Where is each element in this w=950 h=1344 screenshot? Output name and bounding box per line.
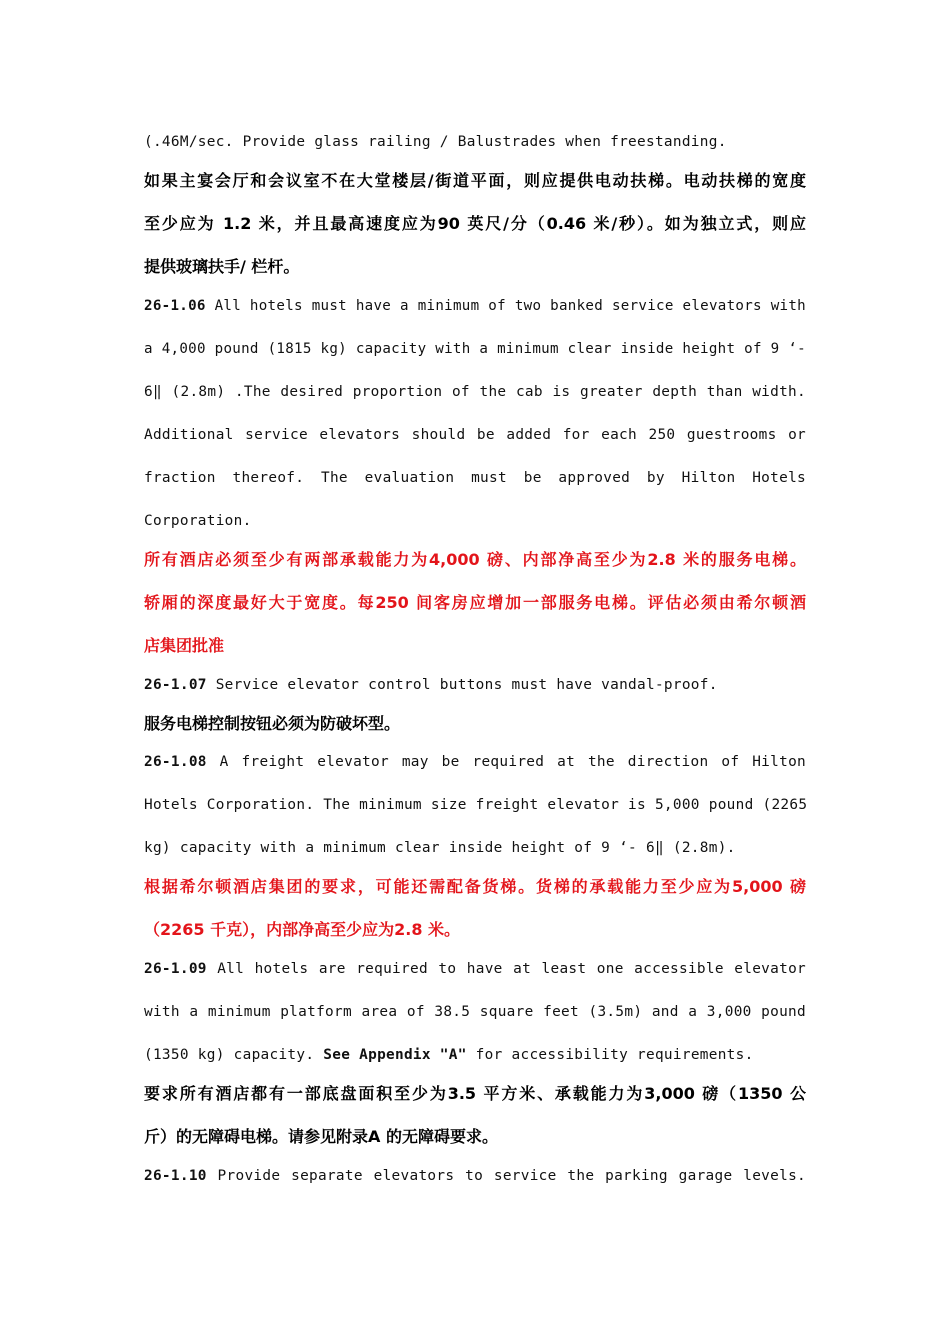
- clause-number: 26-1.06: [144, 298, 206, 314]
- paragraph-line: Corporation.: [144, 513, 252, 529]
- paragraph-line: Additional service elevators should be added for each 250 guestrooms or: [144, 427, 806, 443]
- clause-26-1-06: [144, 294, 806, 318]
- paragraph-line-zh: 至少应为 1.2 米，并且最高速度应为90 英尺/分（0.46 米/秒）。如为独立式，则应: [144, 214, 806, 233]
- clause-26-1-10: [144, 1164, 806, 1188]
- clause-number: 26-1.07: [144, 677, 207, 693]
- clause-number: 26-1.10: [144, 1168, 207, 1184]
- text-span: Provide separate elevators to service the parking garage levels.: [206, 1168, 806, 1184]
- clause-26-1-08: [144, 750, 806, 774]
- paragraph-line-zh: 要求所有酒店都有一部底盘面积至少为3.5 平方米、承载能力为3,000 磅（1350 公: [144, 1084, 806, 1103]
- paragraph-line: a 4,000 pound (1815 kg) capacity with a minimum clear inside height of 9 ‘-: [144, 341, 806, 357]
- translation-line-red: 所有酒店必须至少有两部承载能力为4,000 磅、内部净高至少为2.8 米的服务电梯。: [144, 550, 806, 569]
- translation-line-red: 店集团批准: [144, 636, 225, 655]
- clause-number: 26-1.08: [144, 754, 207, 770]
- paragraph-line: fraction thereof. The evaluation must be approved by Hilton Hotels: [144, 470, 806, 486]
- translation-line-red: （2265 千克），内部净高至少应为2.8 米。: [144, 920, 461, 939]
- paragraph-line-zh: 如果主宴会厅和会议室不在大堂楼层/街道平面，则应提供电动扶梯。电动扶梯的宽度: [144, 171, 806, 190]
- text-span: for accessibility requirements.: [466, 1047, 754, 1063]
- text-span: All hotels must have a minimum of two banked service elevators with: [205, 298, 806, 314]
- paragraph-line: [144, 130, 806, 154]
- clause-number: 26-1.09: [144, 961, 207, 977]
- paragraph-line: [144, 1043, 806, 1067]
- paragraph-line: 6‖ (2.8m) .The desired proportion of the cab is greater depth than width.: [144, 384, 806, 400]
- text-span: Service elevator control buttons must have vandal-proof.: [206, 677, 718, 693]
- paragraph-line: kg) capacity with a minimum clear inside height of 9 ‘- 6‖ (2.8m).: [144, 840, 736, 856]
- translation-line-red: 根据希尔顿酒店集团的要求，可能还需配备货梯。货梯的承载能力至少应为5,000 磅: [144, 877, 806, 896]
- paragraph-line: with a minimum platform area of 38.5 square feet (3.5m) and a 3,000 pound: [144, 1004, 806, 1020]
- paragraph-line-zh: 服务电梯控制按钮必须为防破坏型。: [144, 714, 401, 733]
- clause-26-1-07: [144, 673, 806, 697]
- paragraph-line-zh: 斤）的无障碍电梯。请参见附录A 的无障碍要求。: [144, 1127, 498, 1146]
- clause-26-1-09: [144, 957, 806, 981]
- text-span: All hotels are required to have at least one accessible elevator: [206, 961, 806, 977]
- text-span: A freight elevator may be required at the direction of Hilton: [206, 754, 806, 770]
- appendix-reference: See Appendix "A": [323, 1047, 467, 1063]
- text-span: (.46M/sec. Provide glass railing / Balustrades when freestanding.: [144, 134, 727, 150]
- paragraph-line: Hotels Corporation. The minimum size freight elevator is 5,000 pound (2265: [144, 797, 808, 813]
- text-span: (1350 kg) capacity.: [144, 1047, 324, 1063]
- translation-line-red: 轿厢的深度最好大于宽度。每250 间客房应增加一部服务电梯。评估必须由希尔顿酒: [144, 593, 806, 612]
- paragraph-line-zh: 提供玻璃扶手/ 栏杆。: [144, 257, 300, 276]
